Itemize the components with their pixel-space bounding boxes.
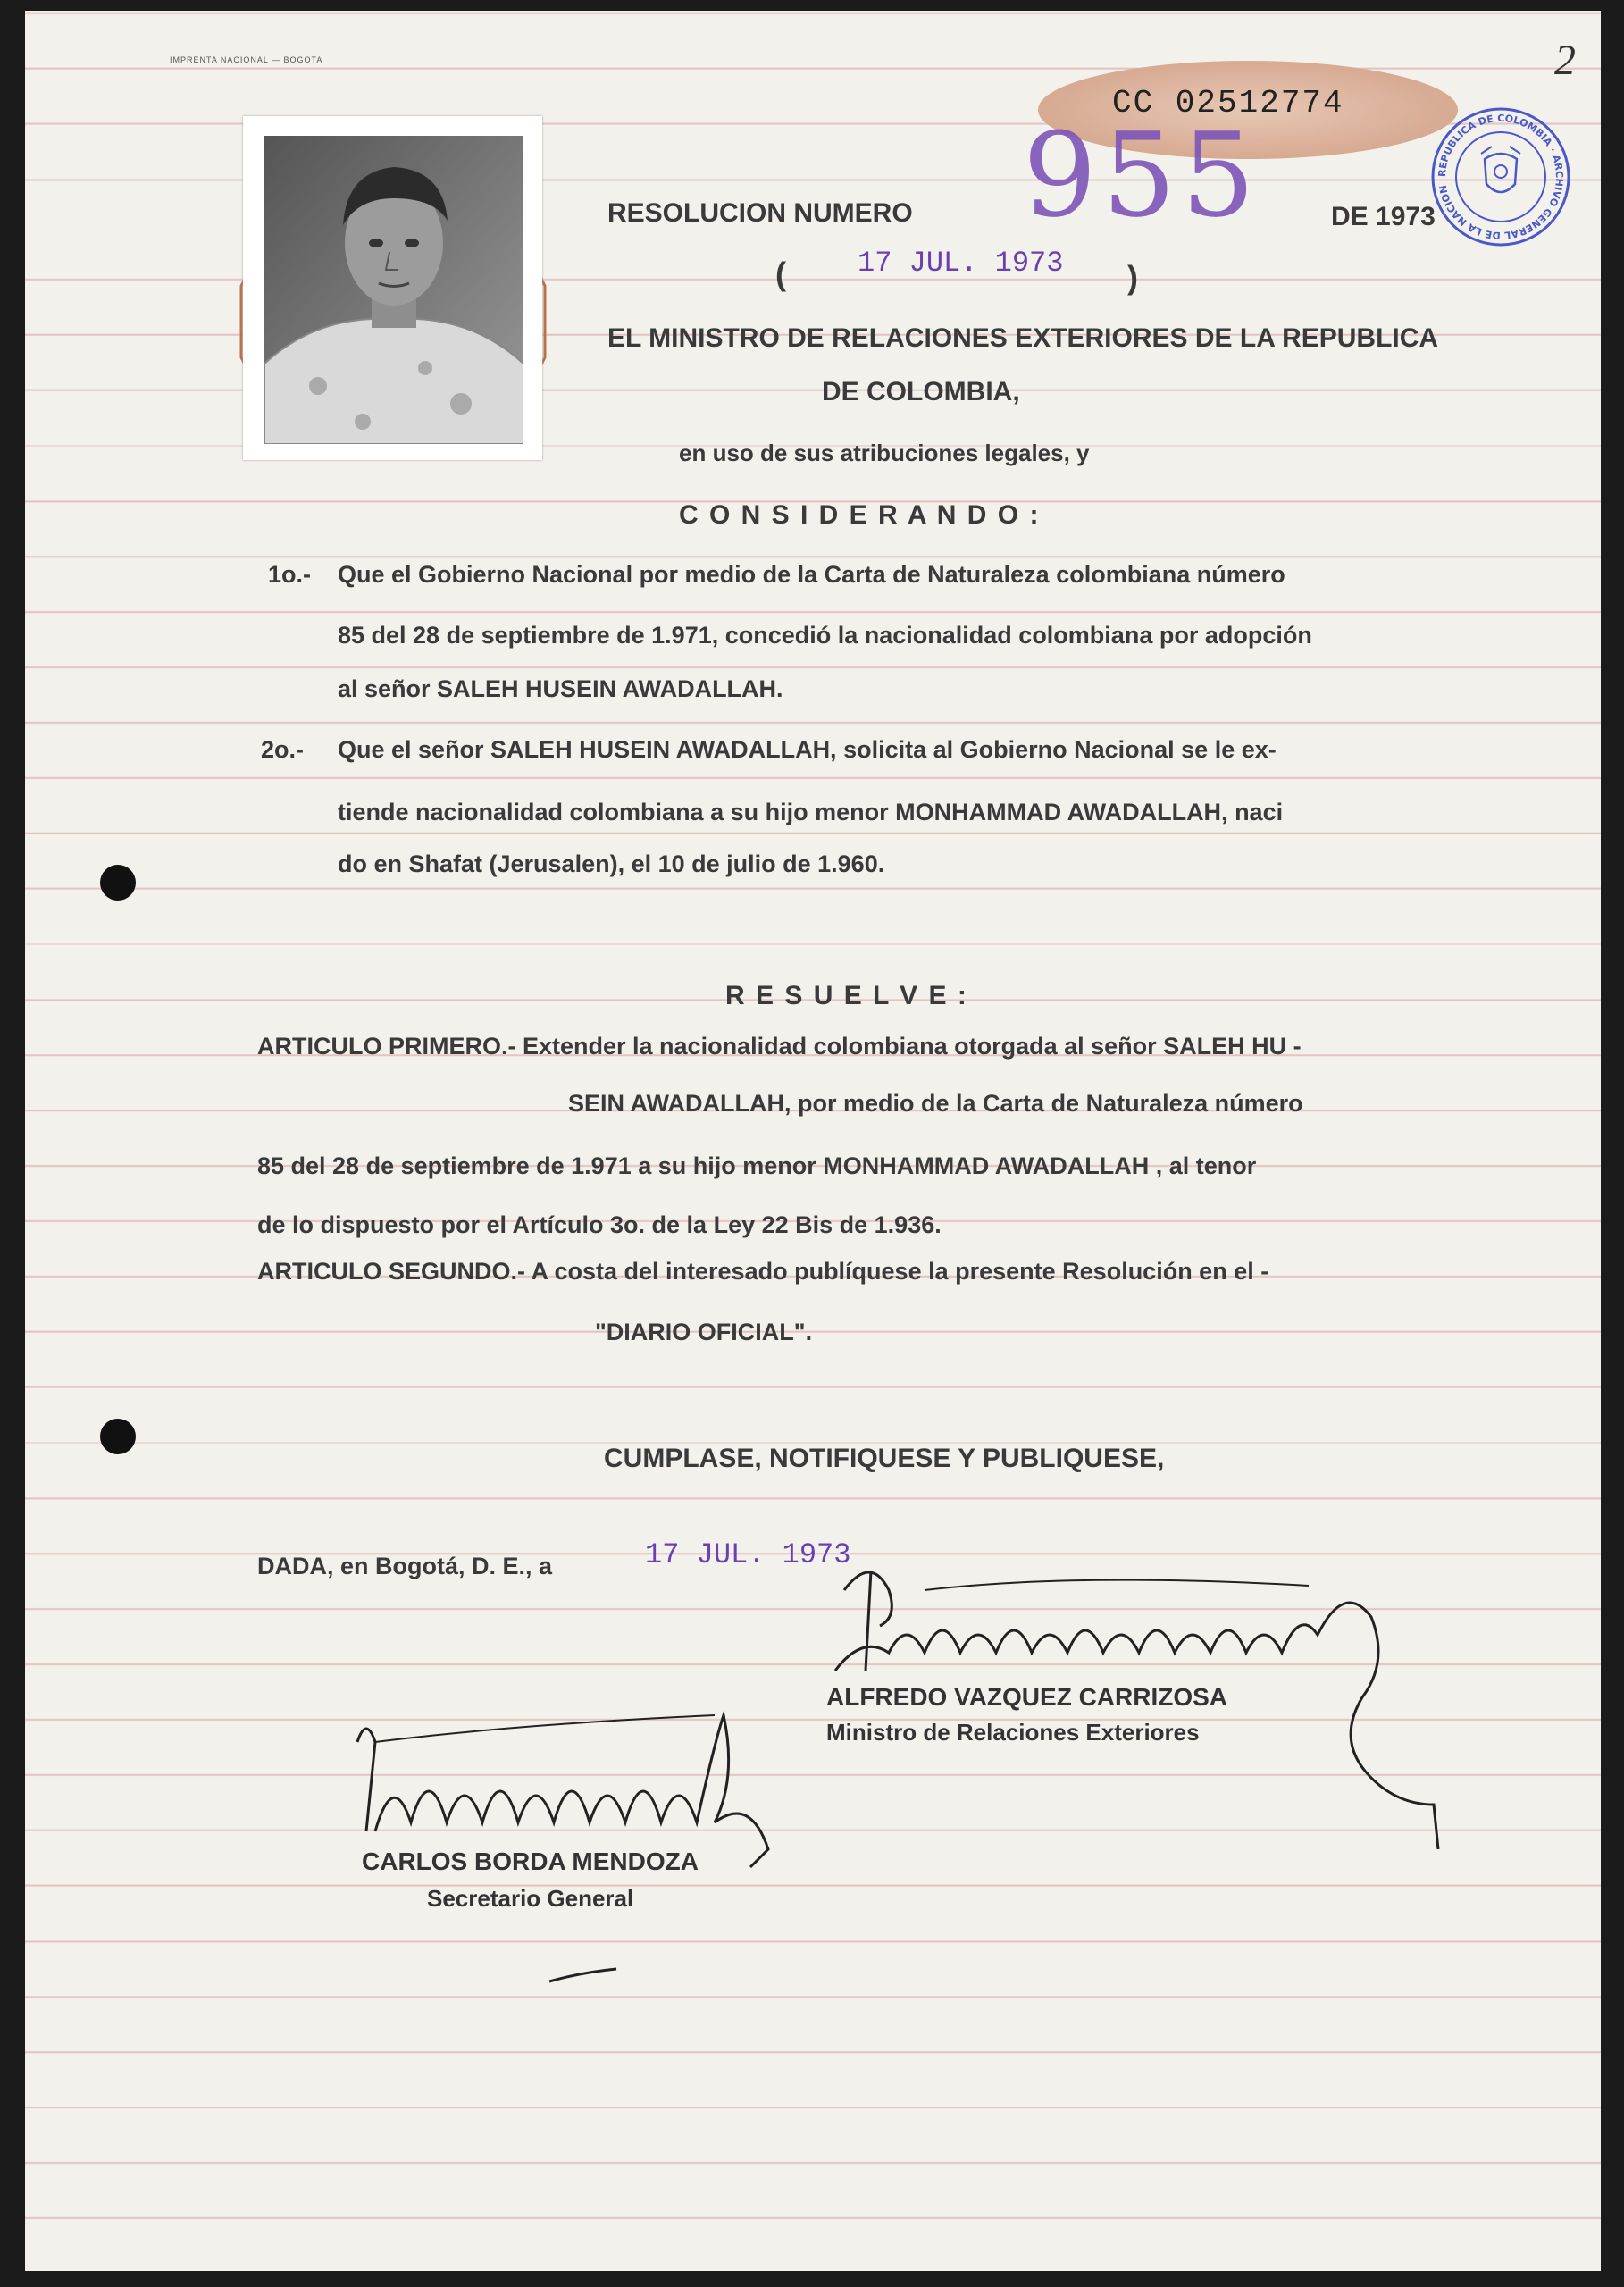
date-paren-open: ( [775,256,786,292]
art1-line3: 85 del 28 de septiembre de 1.971 a su hijo menor MONHAMMAD AWADALLAH , al tenor [257,1152,1257,1179]
title-line-2: DE COLOMBIA, [822,377,1020,406]
art2-line1: ARTICULO SEGUNDO.- A costa del interesado publíquese la presente Resolución en el - [257,1258,1269,1285]
art1-line2: SEIN AWADALLAH, por medio de la Carta de Naturaleza número [568,1090,1303,1117]
minister-name: ALFREDO VAZQUEZ CARRIZOSA [826,1683,1228,1711]
art2-line2: "DIARIO OFICIAL". [595,1319,813,1345]
punch-hole-bottom [100,1419,136,1454]
art1-line4: de lo dispuesto por el Artículo 3o. de la Ley 22 Bis de 1.936. [257,1211,942,1238]
item2-label: 2o.- [261,736,305,763]
item2-line3: do en Shafat (Jerusalen), el 10 de julio de 1.960. [338,850,885,877]
resuelve-heading: R E S U E L V E : [725,981,968,1010]
item2-line1: Que el señor SALEH HUSEIN AWADALLAH, solicita al Gobierno Nacional se le ex- [338,736,1277,763]
date-stamp: 17 JUL. 1973 [858,247,1064,280]
item2-line2: tiende nacionalidad colombiana a su hijo menor MONHAMMAD AWADALLAH, naci [338,799,1284,825]
title-line-3: en uso de sus atribuciones legales, y [679,440,1090,466]
applicant-photo [243,116,542,460]
archive-seal-icon [1429,105,1572,248]
item1-line1: Que el Gobierno Nacional por medio de la Carta de Naturaleza colombiana número [338,561,1285,588]
cc-number: CC 02512774 [1112,85,1344,121]
pen-mark [545,1962,625,1989]
dada-date-stamp: 17 JUL. 1973 [645,1538,851,1571]
secretary-name: CARLOS BORDA MENDOZA [362,1847,699,1875]
secretary-title: Secretario General [427,1885,634,1912]
year-label: DE 1973 [1331,202,1436,231]
dada-line: DADA, en Bogotá, D. E., a [257,1553,553,1579]
seal-text: REPUBLICA DE COLOMBIA · ARCHIVO GENERAL DE LA NACION [1436,112,1566,242]
item1-label: 1o.- [268,561,312,588]
art1-line1: ARTICULO PRIMERO.- Extender la nacionalidad colombiana otorgada al señor SALEH HU - [257,1033,1302,1060]
title-line-1: EL MINISTRO DE RELACIONES EXTERIORES DE LA REPUBLICA [607,323,1439,353]
printer-mark: IMPRENTA NACIONAL — BOGOTA [170,55,323,64]
resolution-label: RESOLUCION NUMERO [607,198,913,228]
item1-line2: 85 del 28 de septiembre de 1.971, concedió la nacionalidad colombiana por adopción [338,622,1312,649]
item1-line3: al señor SALEH HUSEIN AWADALLAH. [338,675,783,702]
page-number: 2 [1554,37,1576,84]
cumplase-line: CUMPLASE, NOTIFIQUESE Y PUBLIQUESE, [604,1444,1165,1473]
date-paren-close: ) [1127,259,1138,296]
minister-title: Ministro de Relaciones Exteriores [826,1719,1200,1746]
punch-hole-top [100,865,136,901]
portrait-image [264,136,523,444]
resolution-number-stamp: 955 [1023,107,1261,243]
considerando-heading: C O N S I D E R A N D O : [679,500,1041,530]
